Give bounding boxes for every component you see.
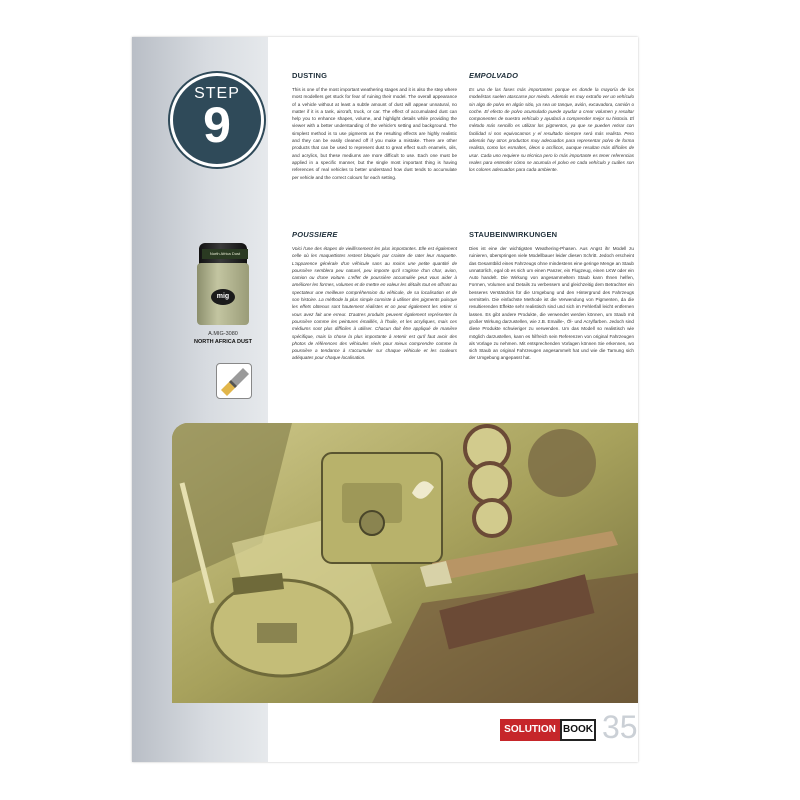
jar-body [197,263,249,325]
product-code: A.MIG-3080 [208,331,238,337]
step-word: STEP [194,85,240,102]
section-body-french: Voici l'une des étapes de vieillissement les plus importantes. Elle est également celle où les maquettistes restent bloqués par crainte de rater leur maquette. L'apparence générale d'un véhicule sans au moins une petite quantité de poussière semblera peu naturel, peu importe qu'il s'agisse d'un char, avion, camion ou d'une voiture. L'effet de poussière accumulée peut vous aider à améliorer les formes, volumes et de mettre en valeur les détails tout en offrant au spectateur une meilleure compréhension du véhicule, de sa localisation et de son histoire. La méthode la plus simple consiste à utiliser des pigments puisque les effets obtenus sont hautement réalistes et on peut également les retirer si vous avez fait une erreur. D'autres produits peuvent également représenter la poussière comme les peintures émaillés, à l'huile, et les acryliques, mais ces médiums sont plus difficiles à utiliser. Chacun doit être appliqué de manière spécifique, mais la chose la plus importante à retenir est qu'il faut avoir des photos de références des véhicules réels pour mieux comprendre comme la poussière a tendance à s'accumuler sur chaque véhicule et les couleurs adéquates pour chaque localisation. [292,246,457,361]
tank-model-photo [172,423,638,703]
section-title-spanish: EMPOLVADO [469,71,519,80]
jar-label: North Africa Dust [202,249,248,259]
page-number: 35 [602,709,638,745]
step-number: 9 [203,97,231,153]
product-name: NORTH AFRICA DUST [194,339,252,345]
section-german [469,230,634,362]
jar-logo: mig [211,289,235,305]
logo-book-text: BOOK [560,719,596,741]
section-title-german: STAUBEINWIRKUNGEN [469,230,558,239]
section-title-french: POUSSIERE [292,230,338,239]
section-body-german: Dies ist eine der wichtigsten Weathering-Phasen. Aus Angst ihr Modell zu ruinieren, überspringen viele Modellbauer leider diesen Schritt. Jedoch erscheint das Gesamtbild eines Fahrzeugs ohne mindestens eine geringe Menge an Staub unnatürlich, egal ob es sich um einen Panzer, ein Flugzeug, einen LKW oder ein Auto handelt. Die Wirkung von angesammeltem Staub kann Ihnen helfen, Formen, Volumen und Details zu verbessern und gleichzeitig dem Betrachter ein besseres Verständnis für die Umgebung und den Hintergrund des Fahrzeugs vermitteln. Die einfachste Methode ist die Verwendung von Pigmenten, da die resultierenden Effekte sehr realistisch sind und sich im Fehlerfall leicht entfernen lassen. Es gibt andere Produkte, die verwendet werden können, um Staub mit großer Wirkung darzustellen, wie z.B. Emaille-, Öl- und Acrylfarben. Jedoch sind diese Produkte schwieriger zu verwenden. Um das Modell so realistisch wie möglich darzustellen, kann es hilfreich sein Referenzen von original Fahrzeugen als Vorlage zu nehmen. Mit entsprechenden Vorlagen können Sie erkennen, wo sich Staub an original Fahrzeugen angesammelt hat und wie die Tarnung sich der Umgebung angepasst hat. [469,246,634,361]
step-badge [170,73,264,167]
section-title-english: DUSTING [292,71,328,80]
section-french [292,230,457,362]
section-english [292,71,457,181]
flat-brush-icon [216,363,252,399]
paint-jar-icon [197,243,249,327]
jar-lid [199,243,247,265]
section-body-english: This is one of the most important weathering stages and it is also the step where most modellers get stuck for fear of ruining their model. The overall appearance of a vehicle without at least a subtle amount of dust will appear unnatural, no matter if it is a tank, aircraft, truck, or car. The effect of accumulated dust can help you to enhance shapes, volume, and highlight details while providing the viewer with a better understanding of the vehicle's setting and background. The simplest method is to use pigments as the resulting effects are highly realistic and they can be easily cleaned off if you make a mistake. There are other products that can be used to represent dust to great effect such enamels, oils, and acrylics, but these mediums are more difficult to use. Each one must be applied in a specific manner, but the single most important thing is having references of real vehicles to better understand how dust tends to accumulate per vehicle and the correct colours for each setting. [292,87,457,180]
section-spanish [469,71,634,174]
logo-solution-text: SOLUTION [500,719,560,741]
book-page [132,37,638,762]
section-body-spanish: Es una de las fases más importantes porque es donde la mayoría de los modelistas suelen atascarse por miedo. Además es muy extraño ver un vehículo sin algo de polvo en algún sitio, ya sea un tanque, avión, excavadora, camión o coche. El efecto de polvo acumulado puede ayudar a crear volumen y resaltar componentes de nuestro vehículo y ayudará a comprender mejor su historia. El método más sencillo es utilizar los pigmentos, ya que se pueden retirar con facilidad si nos equivocamos y el resultado siempre será más realista. Pero además hay otros productos muy adecuados para representar polvo de forma realista, como los esmaltes, óleos o acrílicos, aunque resultan más difíciles de usar. Cada uno requiere su técnica pero lo más importante es tener referencias reales para entender cómo se acumula el polvo en cada vehículo y cuáles son los colores adecuados para cada ambiente. [469,87,634,173]
